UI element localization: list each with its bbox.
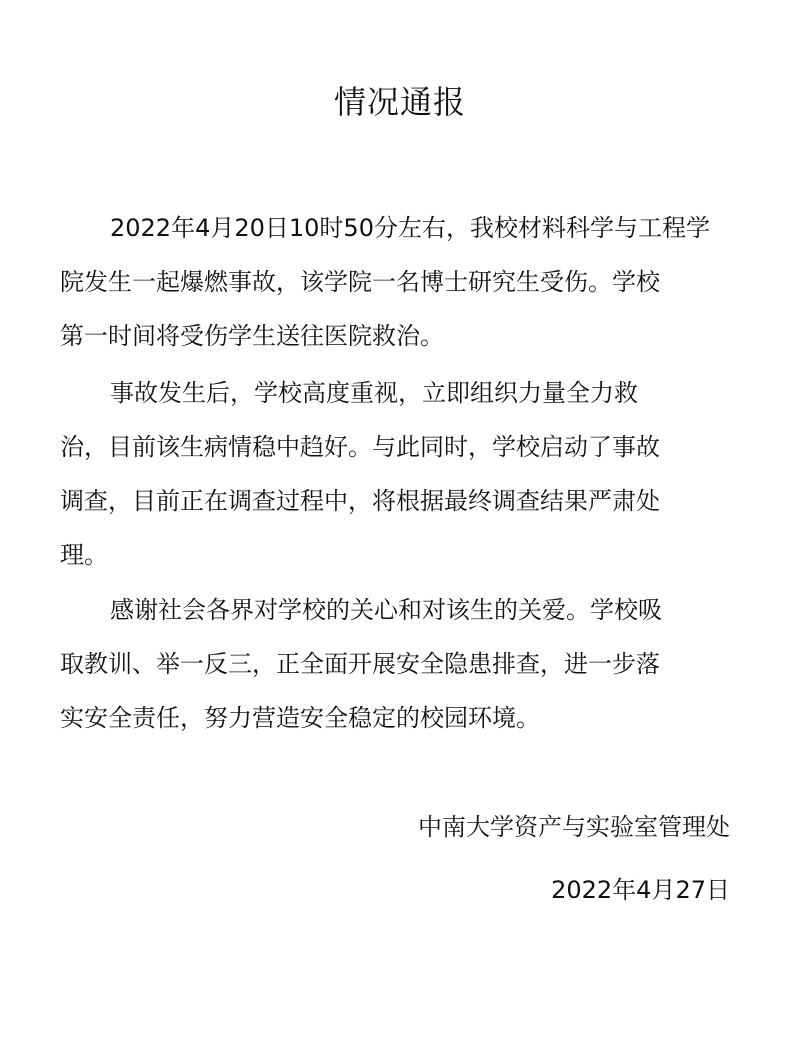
paragraph-incident	[60, 201, 740, 363]
paragraph-line: 实安全责任，努力营造安全稳定的校园环境。	[60, 704, 540, 732]
paragraph-line: 调查，目前正在调查过程中，将根据最终调查结果严肃处	[60, 487, 660, 515]
paragraph-line: 取教训、举一反三，正全面开展安全隐患排查，进一步落	[60, 650, 660, 678]
paragraph-line: 院发生一起爆燃事故，该学院一名博士研究生受伤。学校	[60, 268, 660, 296]
paragraph-gratitude	[60, 583, 740, 745]
paragraph-line: 理。	[60, 541, 108, 569]
paragraph-line: 事故发生后，学校高度重视，立即组织力量全力救	[110, 379, 638, 407]
signature-organization: 中南大学资产与实验室管理处	[418, 813, 730, 841]
notice-title: 情况通报	[333, 83, 466, 121]
paragraph-line: 感谢社会各界对学校的关心和对该生的关爱。学校吸	[110, 596, 662, 624]
paragraph-line: 2022年4月20日10时50分左右，我校材料科学与工程学	[110, 214, 710, 242]
paragraph-response	[60, 366, 740, 582]
signature-date: 2022年4月27日	[551, 876, 730, 904]
paragraph-line: 治，目前该生病情稳中趋好。与此同时，学校启动了事故	[60, 433, 660, 461]
paragraph-line: 第一时间将受伤学生送往医院救治。	[60, 322, 444, 350]
